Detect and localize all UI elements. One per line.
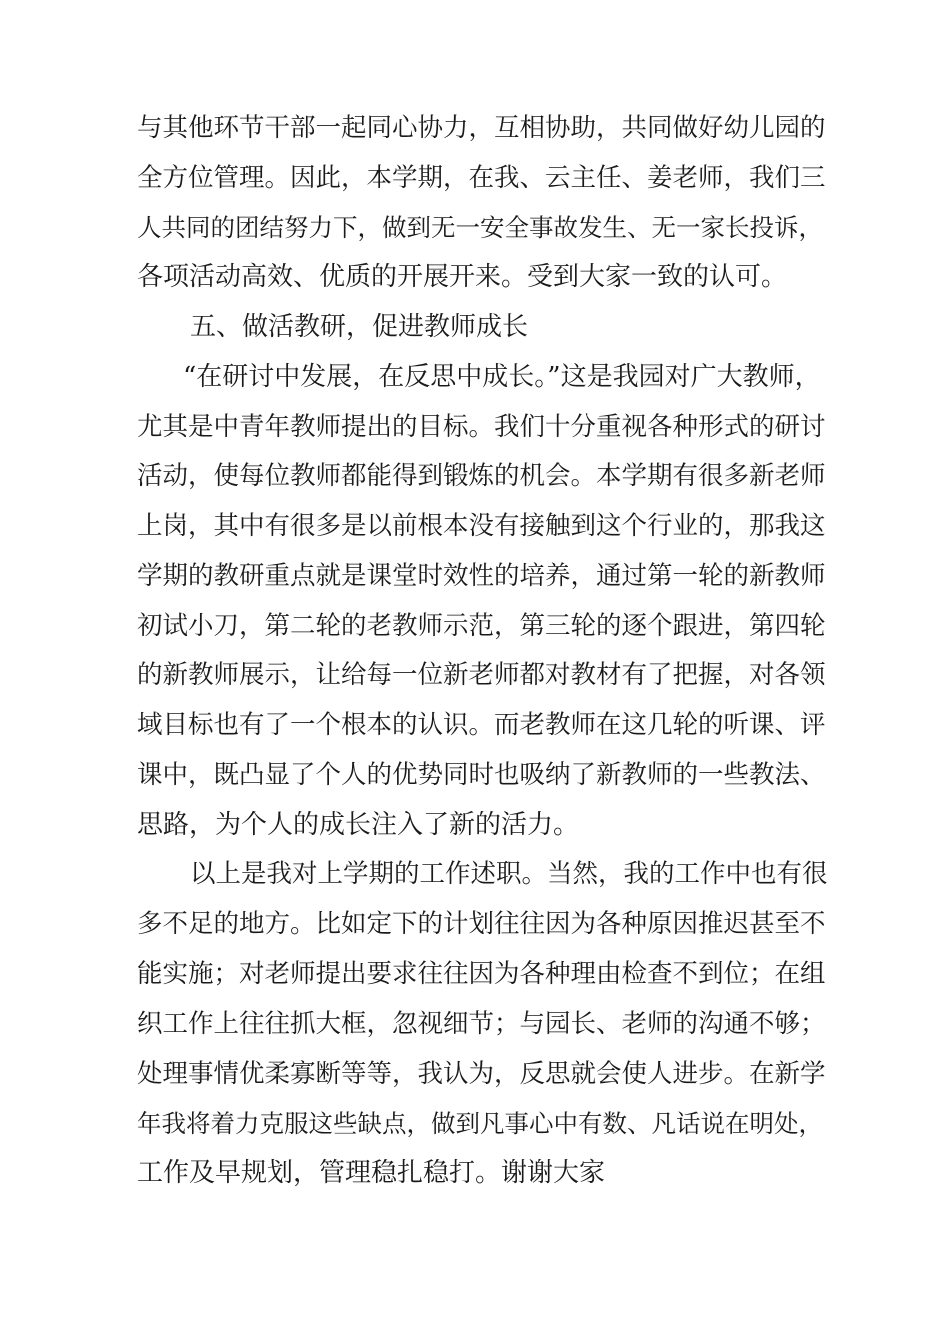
section-heading: 五、做活教研，促进教师成长 xyxy=(190,312,529,342)
text-line: 年我将着力克服这些缺点，做到凡事心中有数、凡话说在明处， xyxy=(137,1109,823,1138)
text-line: 初试小刀，第二轮的老教师示范，第三轮的逐个跟进，第四轮 xyxy=(137,611,826,641)
text-line: 尤其是中青年教师提出的目标。我们十分重视各种形式的研讨 xyxy=(137,412,826,442)
text-line: 处理事情优柔寡断等等，我认为，反思就会使人进步。在新学 xyxy=(137,1059,826,1089)
text-line: 的新教师展示，让给每一位新老师都对教材有了把握，对各领 xyxy=(137,660,826,690)
text-line: 学期的教研重点就是课堂时效性的培养，通过第一轮的新教师 xyxy=(137,561,826,591)
text-line: 多不足的地方。比如定下的计划往往因为各种原因推迟甚至不 xyxy=(137,909,826,939)
text-line: “在研讨中发展，在反思中成长。”这是我园对广大教师， xyxy=(183,362,821,392)
text-line: 思路，为个人的成长注入了新的活力。 xyxy=(137,810,580,840)
text-line: 与其他环节干部一起同心协力，互相协助，共同做好幼儿园的 xyxy=(137,113,826,143)
text-line: 活动，使每位教师都能得到锻炼的机会。本学期有很多新老师 xyxy=(137,461,826,491)
text-line: 上岗，其中有很多是以前根本没有接触到这个行业的，那我这 xyxy=(137,511,826,541)
text-line: 各项活动高效、优质的开展开来。受到大家一致的认可。 xyxy=(137,262,788,292)
text-line: 域目标也有了一个根本的认识。而老教师在这几轮的听课、评 xyxy=(137,710,826,740)
text-line: 以上是我对上学期的工作述职。当然，我的工作中也有很 xyxy=(190,859,828,889)
text-line: 织工作上往往抓大框，忽视细节；与园长、老师的沟通不够； xyxy=(137,1009,826,1039)
text-line: 课中，既凸显了个人的优势同时也吸纳了新教师的一些教法、 xyxy=(137,760,826,790)
text-line: 工作及早规划，管理稳扎稳打。谢谢大家 xyxy=(137,1158,606,1188)
text-line: 能实施；对老师提出要求往往因为各种理由检查不到位；在组 xyxy=(137,959,826,989)
text-line: 人共同的团结努力下，做到无一安全事故发生、无一家长投诉， xyxy=(137,213,823,242)
text-line: 全方位管理。因此，本学期，在我、云主任、姜老师，我们三 xyxy=(137,163,826,193)
